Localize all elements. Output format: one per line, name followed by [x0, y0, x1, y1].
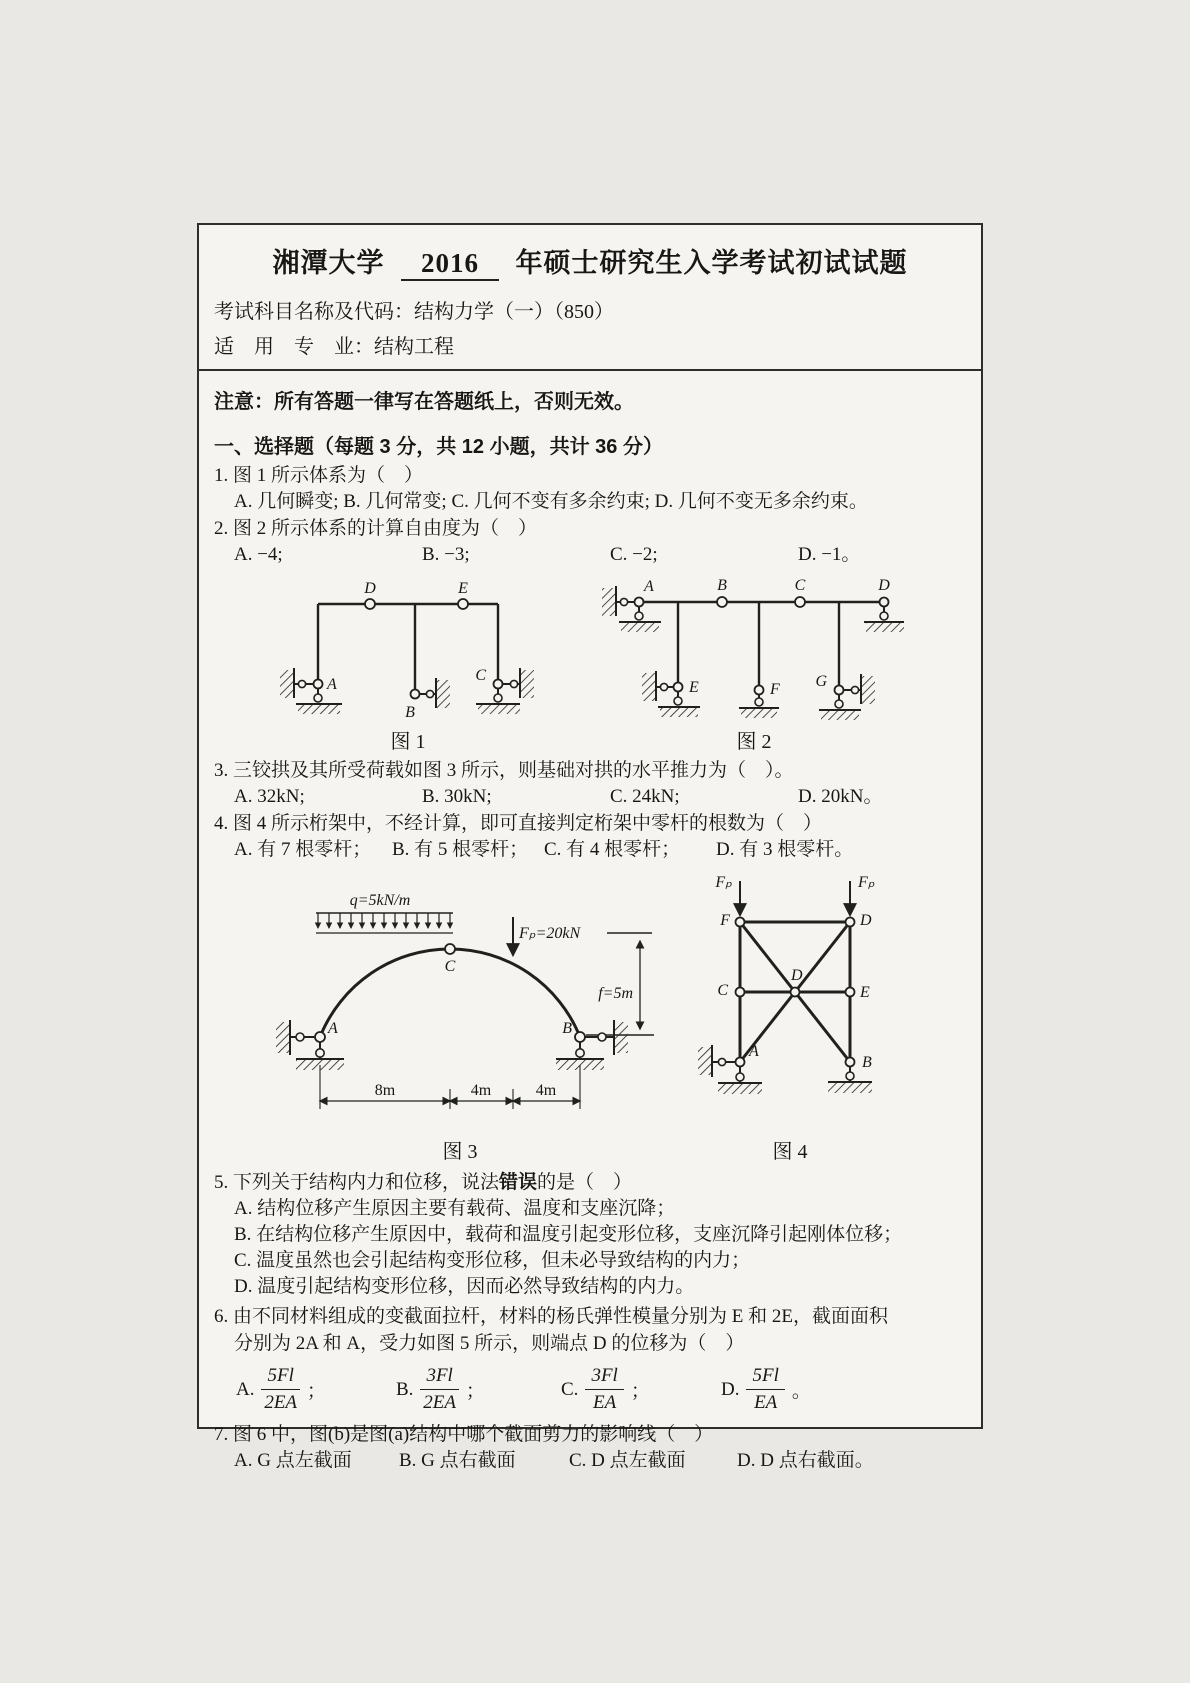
q2-option-a: A. −4; — [234, 544, 283, 565]
q7-stem: 7. 图 6 中，图(b)是图(a)结构中哪个截面剪力的影响线（ ） — [214, 1424, 714, 1445]
fig1-label-c: C — [475, 667, 486, 684]
q6-options — [214, 1365, 966, 1414]
q6-option-c-tail: ； — [630, 1381, 650, 1402]
exam-content-box — [197, 223, 983, 1471]
q4-option-b: B. 有 5 根零杆； — [392, 839, 529, 860]
q3-option-b: B. 30kN; — [422, 786, 492, 807]
q3-option-d: D. 20kN。 — [798, 786, 883, 807]
fig1-label-b: B — [405, 704, 415, 721]
q2-option-b: B. −3; — [422, 544, 470, 565]
figure2-beam-diagram — [594, 572, 914, 722]
q4-option-d: D. 有 3 根零杆。 — [716, 839, 854, 860]
fig2-label-c: C — [794, 577, 806, 594]
q1-stem: 1. 图 1 所示体系为（ ） — [214, 465, 424, 486]
q7-option-a: A. G 点左截面 — [234, 1450, 352, 1471]
figure3-caption: 图 3 — [442, 1141, 478, 1163]
subject-line: 考试科目名称及代码：结构力学（一）（850） — [214, 301, 614, 323]
q5-stem-suffix: 的是（ ） — [537, 1172, 633, 1193]
fig3-load-label: q=5kN/m — [349, 892, 411, 909]
fig1-hinges — [314, 599, 503, 699]
q5-option-b: B. 在结构位移产生原因中，载荷和温度引起变形位移，支座沉降引起刚体位移； — [234, 1224, 903, 1245]
q7-options — [214, 1448, 966, 1474]
q3-options — [214, 784, 966, 810]
q5-stem — [214, 1170, 966, 1196]
fig3-label-b: B — [562, 1020, 572, 1037]
fig1-members — [318, 604, 498, 694]
q7-option-d: D. D 点右截面。 — [737, 1450, 874, 1471]
fig2-hinges — [635, 597, 889, 695]
fig2-label-e: E — [689, 679, 699, 696]
q2-option-d: D. −1。 — [798, 544, 861, 565]
fig3-dim-4m-left: 4m — [470, 1082, 492, 1099]
q2-option-c: C. −2; — [610, 544, 658, 565]
q5-option-d: D. 温度引起结构变形位移，因而必然导致结构的内力。 — [234, 1276, 695, 1297]
q6-stem-line1: 6. 由不同材料组成的变截面拉杆，材料的杨氏弹性模量分别为 E 和 2E，截面面积 — [214, 1306, 888, 1327]
q1-options: A. 几何瞬变; B. 几何常变; C. 几何不变有多余约束; D. 几何不变无多余约束。 — [234, 491, 868, 512]
figure-row-1 — [258, 572, 966, 754]
q5-stem-bold: 错误 — [499, 1172, 538, 1193]
fig2-label-g: G — [815, 673, 827, 690]
q4-options — [214, 837, 966, 863]
q2-stem: 2. 图 2 所示体系的计算自由度为（ ） — [214, 518, 538, 539]
fig3-rise-label: f=5m — [598, 985, 633, 1002]
fig3-label-c: C — [444, 958, 456, 975]
figure4-block — [670, 867, 910, 1164]
fig1-label-e: E — [458, 580, 468, 597]
q6-option-d-fraction: $\frac{5Fl}{EA}$ — [746, 1365, 784, 1414]
exam-year: 2016 — [401, 248, 499, 281]
figure-row-2 — [260, 867, 966, 1164]
q3-stem: 3. 三铰拱及其所受荷载如图 3 所示，则基础对拱的水平推力为（ ）。 — [214, 760, 794, 781]
fig4-label-d-center: D — [791, 967, 803, 984]
fig4-load-label-right: Fₚ — [858, 874, 875, 891]
notice-line: 注意：所有答题一律写在答题纸上，否则无效。 — [214, 391, 634, 413]
q4-option-c: C. 有 4 根零杆； — [544, 839, 681, 860]
university-name: 湘潭大学 — [272, 248, 385, 278]
fig2-support-g — [819, 674, 875, 720]
figure3-block — [260, 867, 660, 1164]
q7-option-b: B. G 点右截面 — [399, 1450, 516, 1471]
q6-option-a-label: A. — [236, 1378, 255, 1400]
q6-option-b-label: B. — [396, 1378, 414, 1400]
q3-option-c: C. 24kN; — [610, 786, 680, 807]
fig2-label-a: A — [644, 578, 654, 595]
fig1-label-d: D — [364, 580, 376, 597]
exam-body — [199, 385, 981, 1474]
fig4-label-c: C — [717, 982, 728, 999]
fig4-load-label-left: Fₚ — [715, 874, 732, 891]
figure1-frame-diagram — [258, 572, 558, 722]
q7-option-c: C. D 点左截面 — [569, 1450, 686, 1471]
fig3-label-a: A — [328, 1020, 338, 1037]
q5-option-c: C. 温度虽然也会引起结构变形位移，但未必导致结构的内力； — [234, 1250, 751, 1271]
exam-title — [214, 241, 966, 281]
q3-option-a: A. 32kN; — [234, 786, 305, 807]
q2-options — [214, 542, 966, 568]
q6-option-b-tail: ； — [465, 1381, 485, 1402]
q6-option-b-fraction: $\frac{3Fl}{2EA}$ — [420, 1365, 458, 1414]
q6-option-c-label: C. — [561, 1378, 579, 1400]
q6-option-a-fraction: $\frac{5Fl}{2EA}$ — [261, 1365, 299, 1414]
figure1-caption: 图 1 — [390, 731, 426, 753]
q4-option-a: A. 有 7 根零杆； — [234, 839, 372, 860]
fig4-label-b: B — [862, 1054, 872, 1071]
figure4-caption: 图 4 — [772, 1141, 808, 1163]
q6-option-a — [236, 1365, 396, 1414]
exam-header — [199, 225, 981, 371]
figure2-caption: 图 2 — [736, 731, 772, 753]
q6-option-d-tail: 。 — [791, 1381, 811, 1402]
fig4-label-f: F — [720, 912, 730, 929]
q5-option-a: A. 结构位移产生原因主要有载荷、温度和支座沉降； — [234, 1198, 676, 1219]
figure2-block — [594, 572, 914, 754]
q6-option-d-label: D. — [721, 1378, 740, 1400]
fig3-point-load-label: Fₚ=20kN — [519, 925, 581, 942]
q6-stem-line2: 分别为 2A 和 A，受力如图 5 所示，则端点 D 的位移为（ ） — [234, 1333, 745, 1354]
q4-stem: 4. 图 4 所示桁架中，不经计算，即可直接判定桁架中零杆的根数为（ ） — [214, 813, 823, 834]
fig3-dim-4m-right: 4m — [535, 1082, 557, 1099]
figure4-truss-diagram — [670, 867, 910, 1132]
fig4-label-a: A — [749, 1043, 759, 1060]
fig1-label-a: A — [327, 676, 337, 693]
fig2-members — [639, 602, 884, 690]
fig3-dim-8m: 8m — [374, 1082, 396, 1099]
fig4-label-d-top: D — [860, 912, 872, 929]
q6-option-c — [561, 1365, 721, 1414]
fig3-distributed-load — [316, 913, 453, 933]
q6-option-a-tail: ； — [306, 1381, 326, 1402]
title-suffix: 年硕士研究生入学考试初试试题 — [515, 248, 908, 278]
q5-stem-prefix: 5. 下列关于结构内力和位移，说法 — [214, 1172, 500, 1193]
q6-option-c-fraction: $\frac{3Fl}{EA}$ — [585, 1365, 623, 1414]
q6-option-b — [396, 1365, 561, 1414]
fig4-label-e: E — [860, 984, 870, 1001]
major-line: 适 用 专 业：结构工程 — [214, 336, 454, 358]
section-heading: 一、选择题（每题 3 分，共 12 小题，共计 36 分） — [214, 436, 663, 458]
fig2-label-d: D — [878, 577, 890, 594]
figure3-arch-diagram — [260, 867, 660, 1132]
figure1-block — [258, 572, 558, 754]
fig2-label-b: B — [717, 577, 727, 594]
q6-option-d — [721, 1365, 966, 1414]
fig2-label-f: F — [770, 681, 780, 698]
